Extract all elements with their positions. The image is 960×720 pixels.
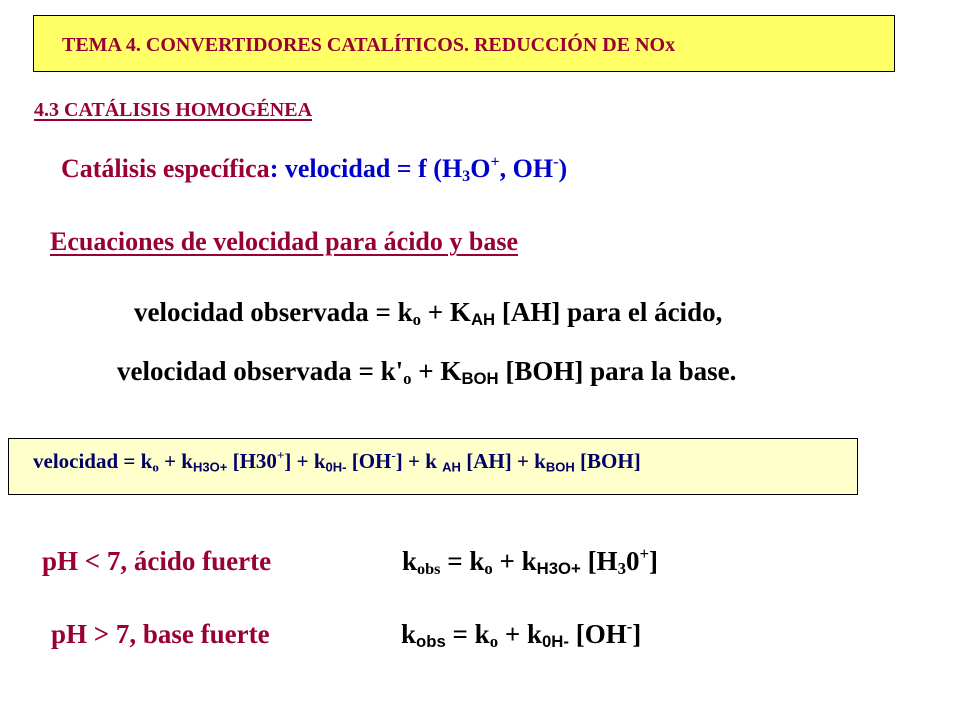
acid-case-label: pH < 7, ácido fuerte	[42, 546, 272, 576]
specific-catalysis-definition: : velocidad = f ($H_3O^+$, OH-)	[269, 153, 568, 186]
section-heading: 4.3 CATÁLISIS HOMOGÉNEA	[34, 99, 313, 121]
general-rate-formula: velocidad = $k_o + k_{H3O+}$ $[H30^+] + k_{0H-}$ [OH-] + k $_{AH}$ $[AH] + k_{BOH}$ [BOH]	[33, 447, 641, 475]
rate-equations-heading: Ecuaciones de velocidad para ácido y base	[50, 227, 519, 256]
acid-rate-equation: velocidad observada = $k_o + K_{AH}$ [AH] para el ácido,	[134, 297, 723, 330]
base-case-label: pH > 7, base fuerte	[51, 619, 270, 649]
specific-catalysis-label: Catálisis específica	[61, 154, 270, 183]
specific-catalysis-line	[61, 154, 567, 184]
base-case-kobs-equation: $k_{obs} = k_o + k_{0H-}$ [OH-]	[401, 617, 642, 652]
base-rate-equation: velocidad observada = $k'_o + K_{BOH}$ [BOH] para la base.	[117, 356, 737, 389]
acid-case-kobs-equation: $k_{obs} = k_o + k_{H3O+}$ $[H_30^+]$	[402, 544, 658, 579]
page-title: TEMA 4. CONVERTIDORES CATALÍTICOS. REDUCCIÓN DE NOx	[62, 34, 676, 56]
